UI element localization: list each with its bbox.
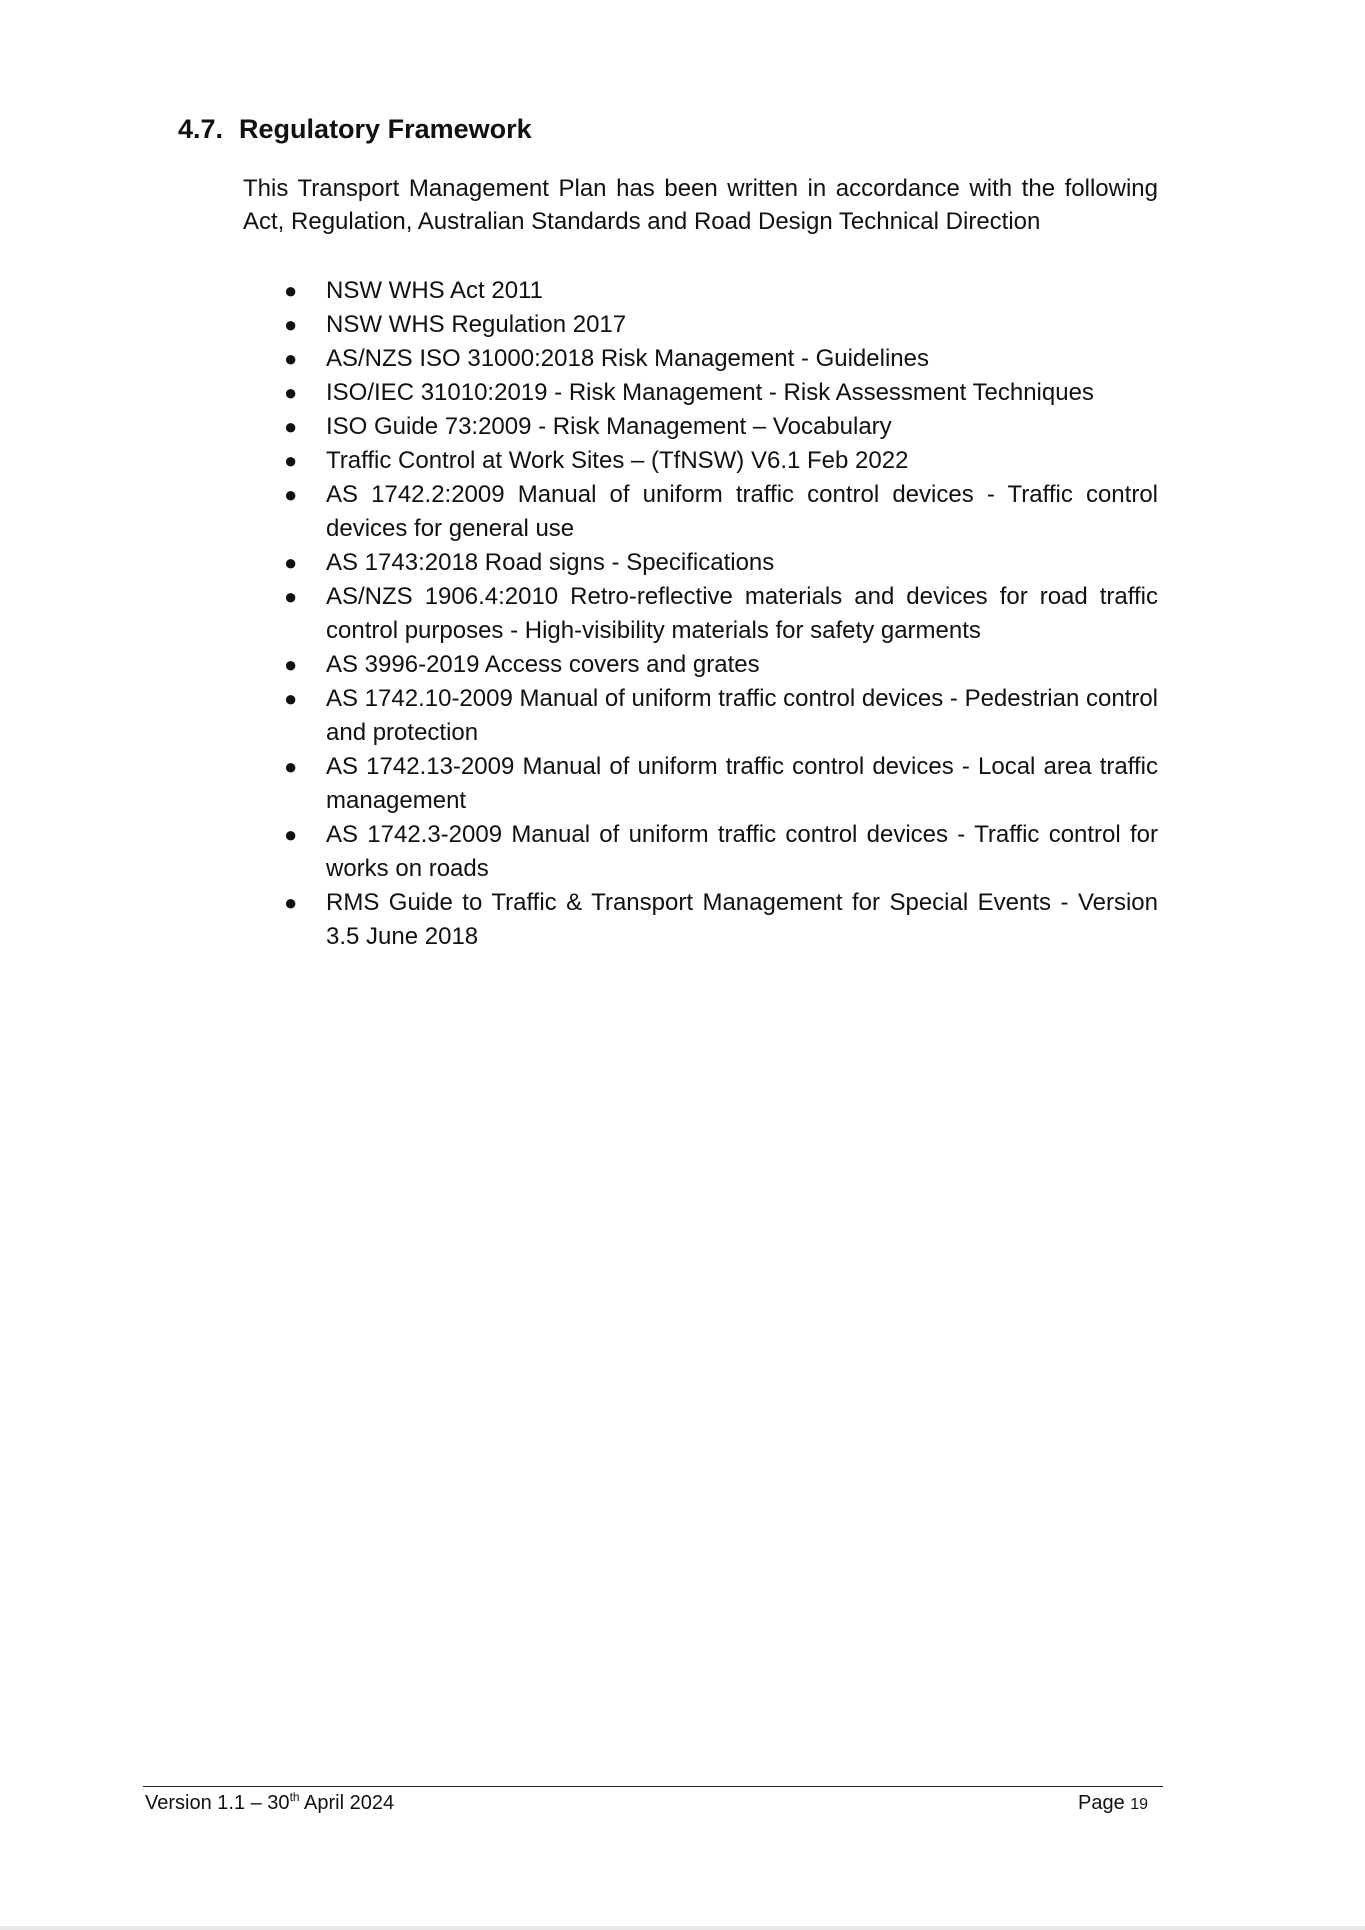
bullet-icon: ● — [284, 346, 298, 371]
list-item — [243, 750, 1158, 818]
footer-page — [1078, 1792, 1148, 1815]
bullet-icon: ● — [284, 584, 298, 609]
list-item — [243, 478, 1158, 546]
footer-page-label: Page — [1078, 1792, 1131, 1814]
list-item — [243, 682, 1158, 750]
list-item-text: ISO Guide 73:2009 - Risk Management – Vocabulary — [326, 413, 892, 440]
bullet-icon: ● — [284, 754, 298, 779]
list-item-text: AS/NZS 1906.4:2010 Retro-reflective materials and devices for road traffic control purposes - High-visibility materials for safety garments — [326, 583, 1158, 644]
list-item-text: Traffic Control at Work Sites – (TfNSW) V6.1 Feb 2022 — [326, 447, 909, 474]
list-item — [243, 886, 1158, 954]
page-bottom-edge — [0, 1926, 1365, 1930]
list-item-text: AS 1742.3-2009 Manual of uniform traffic control devices - Traffic control for works on roads — [326, 821, 1158, 882]
list-item — [243, 410, 1158, 444]
section-title: Regulatory Framework — [239, 114, 532, 144]
list-item-text: AS/NZS ISO 31000:2018 Risk Management - Guidelines — [326, 345, 929, 372]
list-item — [243, 274, 1158, 308]
list-item — [243, 376, 1158, 410]
bullet-icon: ● — [284, 652, 298, 677]
list-item — [243, 580, 1158, 648]
bullet-icon: ● — [284, 822, 298, 847]
list-item — [243, 648, 1158, 682]
footer-version-prefix: Version 1.1 – 30 — [145, 1792, 290, 1814]
list-item-text: AS 3996-2019 Access covers and grates — [326, 651, 760, 678]
list-item — [243, 444, 1158, 478]
list-item-text: ISO/IEC 31010:2019 - Risk Management - Risk Assessment Techniques — [326, 379, 1094, 406]
list-item-text: NSW WHS Act 2011 — [326, 277, 543, 304]
list-item — [243, 308, 1158, 342]
bullet-icon: ● — [284, 482, 298, 507]
bullet-icon: ● — [284, 890, 298, 915]
footer-version-suffix: April 2024 — [299, 1792, 395, 1814]
references-list — [243, 274, 1158, 954]
list-item-text: AS 1743:2018 Road signs - Specifications — [326, 549, 775, 576]
bullet-icon: ● — [284, 550, 298, 575]
list-item — [243, 342, 1158, 376]
list-item-text: AS 1742.10-2009 Manual of uniform traffic control devices - Pedestrian control and protection — [326, 685, 1159, 746]
list-item-text: AS 1742.2:2009 Manual of uniform traffic control devices - Traffic control devices for general use — [326, 481, 1158, 542]
list-item — [243, 818, 1158, 886]
footer-version-sup: th — [289, 1790, 300, 1804]
section-number: 4.7. — [178, 114, 224, 144]
footer-divider — [143, 1786, 1163, 1787]
list-item-text: AS 1742.13-2009 Manual of uniform traffic control devices - Local area traffic management — [326, 753, 1158, 814]
list-item-text: NSW WHS Regulation 2017 — [326, 311, 627, 338]
section-heading — [178, 114, 532, 145]
bullet-icon: ● — [284, 312, 298, 337]
bullet-icon: ● — [284, 414, 298, 439]
footer-page-number: 19 — [1130, 1796, 1149, 1813]
bullet-icon: ● — [284, 380, 298, 405]
bullet-icon: ● — [284, 278, 298, 303]
list-item-text: RMS Guide to Traffic & Transport Management for Special Events - Version 3.5 June 2018 — [326, 889, 1158, 950]
bullet-icon: ● — [284, 686, 298, 711]
intro-paragraph: This Transport Management Plan has been written in accordance with the following Act, Regulation, Australian Standards and Road Design Technical Direction — [243, 175, 1158, 235]
bullet-icon: ● — [284, 448, 298, 473]
footer-version — [145, 1792, 394, 1815]
list-item — [243, 546, 1158, 580]
